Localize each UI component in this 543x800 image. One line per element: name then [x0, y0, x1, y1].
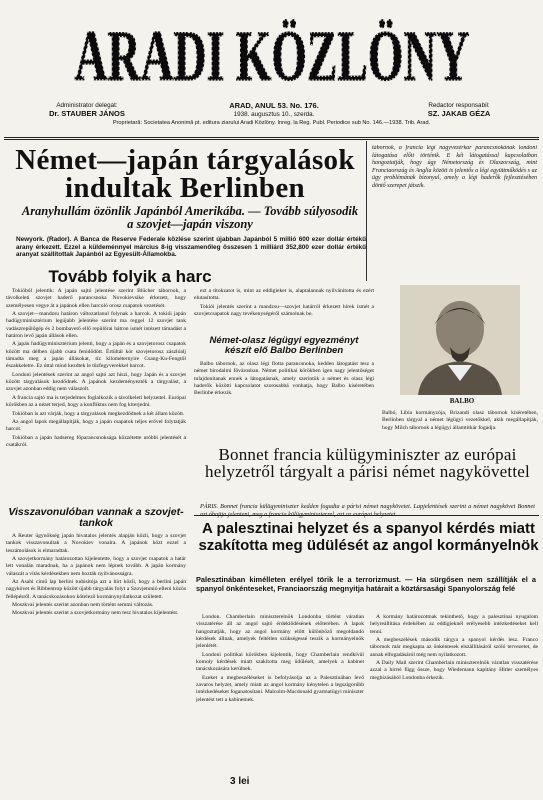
main-subheadline: Aranyhullám özönlik Japánból Amerikába. — Tovább súlyosodik a szovjet—japán viszony [21, 204, 359, 231]
harc-paragraph: A japán hadügyminisztérium jelenti, hogy a japán és a szovjetorosz csapatok között ma délben újabb csata fenidődött. Értültál kór szovjetorosz zászlóalj támadta meg a japán állásokat, tíz kilométernyire Csang-Ku-Fengtől északkeletre. Ez úttal mind kezdtek le tűzfegyverekkel harcot. [6, 341, 186, 370]
palestine-paragraph: A kormány határozottnak tekinthető, hogy a palesztinai nyugalom helyreállítása érdekében az eddigieknél erélyesebb intézkedéseket kell tenni. [370, 614, 538, 635]
palestine-paragraph: A Daily Mail szerint Chamberlain miniszterelnök váratlan visszatérése azzal a hírrel függ össze, hogy Wiedemann kapitány Hitler személyes megbízásából Londonba érkezik. [370, 660, 538, 681]
visszavonul-text [6, 533, 186, 793]
palestine-paragraph: Londoni politikai körökben kijelentik, hogy Chamberlain rendkívül komoly kérdések miatt szakította meg üdülését, amelyek a kabinet tanácskozására kerülnek. [196, 651, 364, 673]
middle-text-top [194, 288, 374, 330]
header-info [4, 100, 539, 136]
harc-text [6, 288, 186, 502]
palestine-col-2 [370, 614, 538, 778]
issue-date: 1938. augusztus 10., szerda. [233, 111, 315, 118]
harc-paragraph: A szovjet—mandzsu határon változatlanul folynak a harcok. A tokiói japán hadügyminisztérium legújabb jelentése szerint ma reggel 12 szovjet tank vadászrepülőgép és 2 bombavető ellő repülőrai hátron ismét intézett támadást a határon levő japán állások ellen. [6, 311, 186, 340]
palestine-paragraph: A megbeszélések második tárgya a spanyol kérdés lesz. Franco tábornok már megkapta az önkéntesek elszállításáról szóló tervezetet, de annak elfogadásáról még nem nyilatkozott. [370, 637, 538, 658]
visszavonul-paragraph: A Reuter ügynökség japán hivatalos jelentés alapján közli, hogy a szovjet tankok visszavonultak a Novokiev vonalra. A japánok közt ezzel a leszámolások is elmaradtak. [6, 533, 186, 554]
main-intro: Newyork. (Rador). A Banca de Reserve Federale közlése szerint újabban Japánból 5 millió 600 ezer dollár értékű arany érkezett. Ezzel a küldeménnyel március 8-ig visszamenőleg összesen 1 milliárd 352,800 ezer dollár értékű aranyat szállítottak Japánból az Egyesült-Államokba. [16, 236, 366, 259]
column-divider-top [366, 141, 367, 281]
palestine-rule [194, 515, 539, 516]
visszavonul-paragraph: A szovjetkormány határozottan kijelentette, hogy a szovjet csapatok a határ lett vonalán maradnak, ha a japánok nem lépnek tovább. A japán kormány válaszát a vitás kérdésekben nem hozták nyilvánosságra. [6, 556, 186, 577]
masthead-logo [70, 2, 475, 100]
masthead-lettering [70, 2, 475, 100]
main-headline: Német—japán tárgyalások indultak Berlinben [15, 144, 355, 204]
visszavonul-paragraph: Moszkvai jelentés szerint a szovjetkormány nem tesz hivatalos kijelentést. [12, 610, 179, 617]
harc-paragraph: Az angol lapok megállapítják, hogy a japán csapatok teljes erővel folytatják harcot. [6, 418, 186, 433]
balbo-portrait [400, 285, 520, 395]
bonnet-headline: Bonnet francia külügyminiszter az európai helyzetről tárgyalt a párisi német nagykövettel [205, 445, 530, 481]
harc-paragraph: Tokióban a japán hadsereg főparancsnoksága közzétette utóbbi jelentését a csatákról. [6, 434, 186, 448]
balbo-photo [400, 285, 520, 395]
balbo-headline: Német-olasz légügyi egyezményt készít elő Balbo Berlinben [209, 335, 359, 356]
palestine-col-1 [196, 614, 364, 778]
harc-title: Tovább folyik a harc [48, 267, 212, 286]
balbo-paragraph: Balbo tábornok, az olasz légi flotta parancsnoka, kedden látogatást tesz a német birodalmi fővárosban. Német politikai körökben igen nagy jelentőséget tulajdonítanak ennek a látogatásnak, amely szerintük a német és olasz légi haderők közötti kapcsolatot szorosabbá vonhatja, hogy Balbo kíséretében Berlinbe érkezik. [194, 361, 374, 397]
issue-number: ARAD, ANUL 53. No. 176. [229, 101, 319, 110]
harc-paragraph: Londoni jelentések szerint az angol sajtó azt hiszi, hogy Japán és a szovjet között tárgyalások kezdődnek. A japánok kezdeményezték a tárgyalást, a szovjet azonban eddig nem válaszolt. [6, 371, 186, 393]
balbo-right-text: Balbó, Libia kormányzója, Brizandi olasz tábornok kíséretében, Berlinben tárgyal a német légügyi vezetőkkel, akik megállapítják, hogy Milch tábornok a légügyi államtitkár fogadja. [382, 410, 538, 431]
visszavonul-paragraph: Moszkvai jelentés szerint azonban nem történt semmi változás. [12, 602, 154, 609]
administrator-title: Administrator delegat: [56, 102, 118, 109]
palestine-paragraph: London. Chamberlain miniszterelnök Londonba történt váratlan visszatérése áll az angol sajtó érdeklődésének előterében. A lapok hangoztatják, hogy az angol kormány előtt különböző megoldandó kérdések állnak, amelyek feltétlen szükségessé teszik a kormányelnök jelenlétét. [196, 614, 364, 650]
middle-paragraph: ezt a titokzatot is, mint az eddigieket is, alaptalannak nyilvánította és ezért elutasította. [194, 288, 374, 302]
editor-title: Redactor responsabil: [428, 102, 490, 109]
harc-paragraph: Tokióból jelentik: A japán sajtó jelentése szerint Blücher tábornok, a távolkeleti szovjet haderő parancsnoka Novokievsike érkezett, hogy személyesen vegye át a japánok ellen harcoló orosz csapatok vezetését. [6, 288, 186, 309]
bonnet-text: PÁRIS. Bonnet francia külügyminiszter kedden fogadta a párisi német nagykövetet. Lapjelentések szerint a német nagykövet Bonnet azt óhajtja jelenteni, meg a francia külügyminiszterrel, azt az európai helyzetet. [200, 503, 535, 518]
header-rule [4, 137, 539, 138]
middle-paragraph: Tokiói jelentés szerint a mandzsu—szovjet határról érkezett hírek ismét a szovjetcsapatok nagy tevékenységéről számolnak be. [194, 303, 374, 318]
visszavonul-paragraph: Az Asahi cimű lap berlini tudósítója azt a hírt közli, hogy a berlini japán nagykövet és Ribbentrop között újabb tárgyalás folyt a Szovjetunió elleni közös fellépésről. A tanácskozásokon kötelező kormánynyilatkozat született. [6, 579, 186, 600]
palestine-paragraph: Ezeket a megbeszéléseket is befolyásolja az a Palesztinában levő zavaros helyzet, amely miatt az angol kormány kénytelen a legszigorúbb intézkedéseket foganatosítani. Malcolm-Macdonald gyarmatügyi miniszter jelentést tett a kabinetnek. [196, 674, 364, 703]
palestine-lede: Palesztinában kimélleten erélyel törik le a terrorizmust. — Ha sürgősen nem szállítják el a spanyol önkénteseket, Franciaország megnyitja határait a köztársasági Spanyolország felé [196, 575, 536, 593]
balbo-text [194, 361, 374, 431]
issue-block [194, 102, 354, 119]
harc-paragraph: Tokióban is azt várják, hogy a tárgyalások megkezdődnek a két állam között. [12, 410, 185, 417]
photo-caption: BALBO [449, 398, 475, 405]
right-top-text: tábornok, a francia légi nagyvezérkar parancsnokának londoni látogatása előtt történik. E két látogatással kapcsolatban hangoztatják, hogy úgy Németország és Olaszország, mint Franciaország és Anglia között is jelentős a légi együttműködés s az ügy problémának bizonyul, amely a légi haderők fejlesztésében döntő szerepet játszik. [372, 145, 537, 189]
harc-paragraph: A francia sajtó ma is terjedelmes foglalkozik a távolkeleti helyzettel. Európai körökben az a nézet terjed, hogy a konfliktus nem fog kiterjedni. [6, 394, 186, 409]
header-rule-2 [4, 139, 539, 140]
administrator-name: Dr. STAUBER JÁNOS [49, 109, 125, 118]
masthead-title: ARADI KÖZLÖNY [74, 16, 470, 96]
editor-block [384, 102, 534, 119]
editor-name: SZ. JAKAB GÉZA [427, 109, 491, 118]
visszavonul-headline: Visszavonulóban vannak a szovjet-tankok [8, 506, 184, 529]
administrator-block [12, 102, 162, 119]
masthead-texture: ARADI KÖZLÖNY [74, 16, 470, 96]
palestine-headline: A palesztinai helyzet és a spanyol kérdés miatt szakította meg üdülését az angol kormányelnök [198, 520, 539, 554]
proprietar-line: Proprietară: Societatea Anonimă pt. editura ziarului Aradi Közlöny. Inreg. la Reg. Publ. Periodice sub No. 146.—1938. Trib. Arad. [112, 120, 431, 126]
price-label: 3 lei [230, 776, 250, 787]
